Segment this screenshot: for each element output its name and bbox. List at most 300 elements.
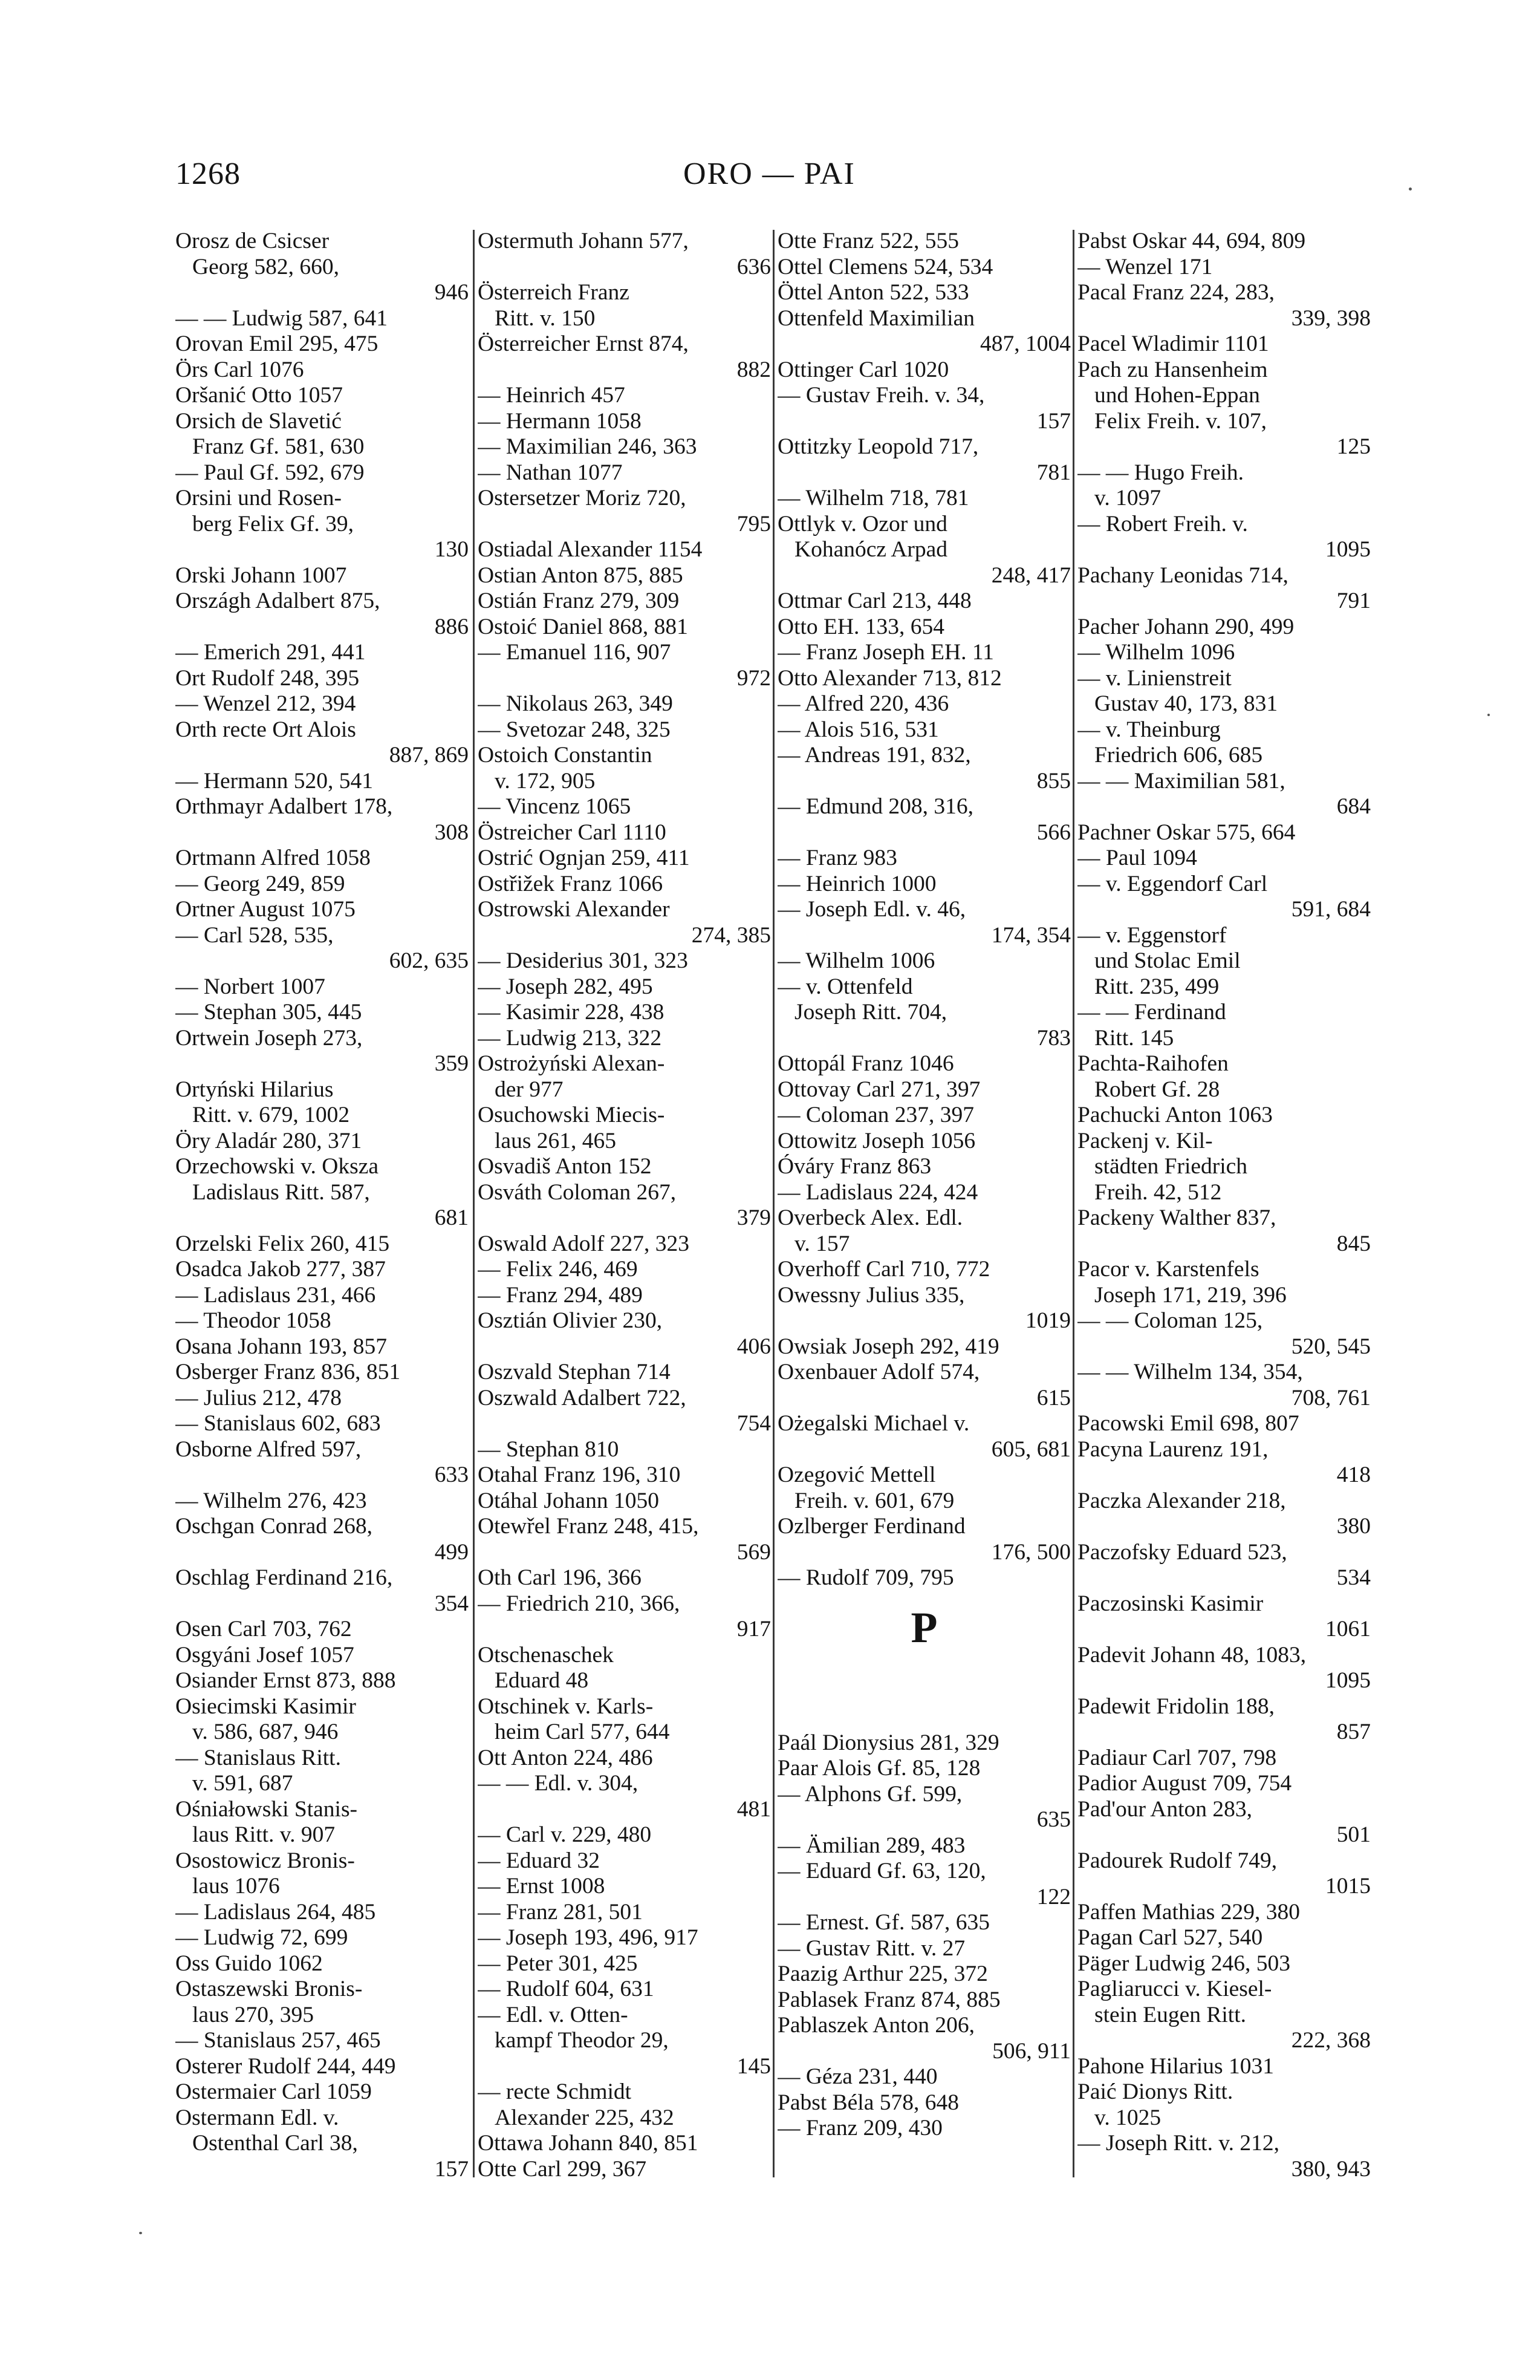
index-entry [478,691,771,717]
index-entry-line: 887, 869 [389,743,469,768]
index-entry-line: Pachner Oskar 575, 664 [1077,820,1296,845]
column-divider-3 [1073,230,1074,2177]
index-entry-line: Pachta-Raihofen [1077,1051,1229,1076]
index-entry [175,2054,469,2080]
index-entry-line: Ortner August 1075 [175,897,356,922]
index-entry-line: 633 [434,1462,469,1487]
index-entry [478,331,771,383]
index-entry-line: Ortyński Hilarius [175,1077,334,1102]
index-entry-line: Osiecimski Kasimir [175,1694,356,1719]
index-entry [478,537,771,563]
index-entry-line: 125 [1336,434,1371,459]
index-entry-line: Paczosinski Kasimir [1077,1591,1264,1616]
index-entry [175,1231,469,1257]
index-entry-line: Pablaszek Anton 206, [778,2013,975,2038]
index-entry [1077,1591,1371,1643]
index-entry-line: Pacowski Emil 698, 807 [1077,1411,1299,1436]
index-entry-line: Paić Dionys Ritt. [1077,2079,1233,2104]
index-entry-line: — Wilhelm 718, 781 [778,486,969,510]
index-entry-line: — recte Schmidt [478,2079,632,2104]
index-entry-line: 487, 1004 [980,331,1071,356]
index-entry-line: 308 [434,820,469,845]
index-entry-line: Oszwald Adalbert 722, [478,1385,686,1410]
index-entry-line: Osberger Franz 836, 851 [175,1360,401,1384]
index-entry [778,1730,1071,1756]
index-entry [478,1462,771,1488]
index-entry-line: Georg 582, 660, [192,254,340,279]
index-entry-line: 174, 354 [991,922,1071,948]
index-entry [478,974,771,1000]
index-entry [1077,1411,1371,1437]
index-entry [478,434,771,460]
index-entry [175,1643,469,1669]
index-entry-line: Pacal Franz 224, 283, [1077,280,1275,305]
index-entry-line: Osen Carl 703, 762 [175,1617,352,1642]
index-entry [778,1051,1071,1077]
index-entry-line: 684 [1336,794,1371,819]
index-entry [175,1360,469,1386]
index-entry-line: Paczka Alexander 218, [1077,1488,1286,1513]
index-entry-line: 157 [434,2156,469,2182]
index-entry [175,563,469,589]
index-entry [478,1900,771,1926]
index-entry-line: 145 [736,2053,771,2079]
index-entry-line: Oszvald Stephan 714 [478,1360,671,1384]
index-entry-line: — Kasimir 228, 438 [478,1000,664,1025]
scan-speck [1487,714,1490,716]
index-entry [778,2090,1071,2116]
index-entry [778,1936,1071,1962]
index-entry-line: Pach zu Hansenheim [1077,357,1268,382]
index-entry-line: Ottovay Carl 271, 397 [778,1077,981,1102]
index-entry [478,1283,771,1309]
index-entry [1077,1437,1371,1488]
index-entry-line: — — Ferdinand [1077,1000,1226,1025]
index-entry-line: 781 [1036,460,1071,485]
index-entry-line: 845 [1336,1231,1371,1256]
index-entry [1077,1540,1371,1591]
index-entry [778,383,1071,434]
index-entry [478,1180,771,1231]
index-entry [175,1488,469,1514]
index-entry-line: — — Ludwig 587, 641 [175,305,388,331]
index-entry [778,1360,1071,1411]
index-entry-line: 754 [736,1411,771,1436]
index-entry [1077,280,1371,331]
index-entry-line: — Gustav Freih. v. 34, [778,383,985,408]
index-entry [478,794,771,820]
index-entry-line: — Ludwig 213, 322 [478,1025,662,1051]
index-entry-line: 635 [1036,1807,1071,1832]
index-entry-line: — Wilhelm 276, 423 [175,1488,367,1513]
index-entry-line: — Coloman 237, 397 [778,1103,974,1127]
index-entry-line: Freih. v. 601, 679 [794,1488,955,1513]
index-entry [175,1900,469,1926]
index-entry-line: 520, 545 [1291,1334,1371,1359]
index-entry [478,460,771,486]
index-entry-line: 636 [736,254,771,279]
index-entry [778,666,1071,692]
index-entry-line: 501 [1336,1822,1371,1847]
index-entry-line: laus 1076 [192,1874,280,1899]
index-entry-line: — Ladislaus 264, 485 [175,1899,376,1925]
index-entry [175,1617,469,1643]
index-entry [778,1782,1071,1833]
index-entry-line: berg Felix Gf. 39, [192,511,354,536]
index-entry-line: — Friedrich 210, 366, [478,1591,680,1616]
index-entry-line: Ottenfeld Maximilian [778,305,975,331]
index-entry-line: — Vincenz 1065 [478,794,631,819]
index-entry-line: Orzelski Felix 260, 415 [175,1231,390,1256]
index-entry-line: 222, 368 [1291,2028,1371,2053]
index-entry-line: Örs Carl 1076 [175,357,304,382]
index-entry-line: laus Ritt. v. 907 [192,1822,336,1847]
index-entry [1077,1977,1371,2054]
index-entry [778,794,1071,846]
index-entry-line: — Robert Freih. v. [1077,511,1248,536]
index-entry-line: Országh Adalbert 875, [175,588,380,613]
index-entry [478,1308,771,1360]
index-entry [175,717,469,769]
index-entry [478,820,771,846]
index-entry-line: — Ladislaus 224, 424 [778,1179,978,1205]
index-entry [478,1051,771,1103]
index-entry [478,1746,771,1772]
index-entry-line: Orovan Emil 295, 475 [175,331,379,356]
index-entry [478,1643,771,1694]
index-entry [478,588,771,615]
index-entry-line: Orski Johann 1007 [175,562,347,588]
index-entry [175,923,469,974]
index-entry-line: — — Coloman 125, [1077,1308,1263,1333]
index-entry-line: Ostiadal Alexander 1154 [478,537,703,562]
index-entry-line: 1019 [1025,1308,1071,1333]
index-entry-line: — Svetozar 248, 325 [478,717,671,742]
index-entry-line: — Edl. v. Otten- [478,2002,628,2027]
index-entry-line: Alexander 225, 432 [495,2105,674,2130]
index-entry-line: Otáhal Johann 1050 [478,1488,659,1513]
index-entry-line: — Hermann 1058 [478,408,642,434]
index-entry [778,512,1071,589]
index-entry-line: — Eduard Gf. 63, 120, [778,1859,986,1883]
index-entry-line: 406 [736,1334,771,1359]
index-entry-line: Packenj v. Kil- [1077,1128,1213,1153]
index-entry-line: Otschinek v. Karls- [478,1694,654,1719]
index-entry-line: — Emanuel 116, 907 [478,640,671,665]
index-entry-line: 379 [736,1205,771,1230]
index-entry-line: 122 [1036,1884,1071,1909]
index-column-3 [778,229,1071,2142]
index-entry [778,1462,1071,1514]
index-entry-line: 708, 761 [1291,1385,1371,1410]
index-entry [478,1437,771,1463]
index-entry [778,2013,1071,2064]
index-entry [1077,1771,1371,1797]
index-entry-line: — Paul 1094 [1077,846,1197,870]
index-entry-line: Pachany Leonidas 714, [1077,562,1288,588]
index-entry-line: Öttel Anton 522, 533 [778,280,969,305]
index-entry-line: — Emerich 291, 441 [175,640,366,665]
index-entry [1077,229,1371,255]
index-entry-line: — Norbert 1007 [175,974,325,999]
index-entry [478,1848,771,1874]
index-entry [175,1026,469,1077]
index-entry-line: — Joseph 193, 496, 917 [478,1925,698,1950]
index-entry-line: v. 1097 [1094,486,1161,510]
index-entry [1077,460,1371,512]
index-entry-line: — Alois 516, 531 [778,717,939,742]
index-entry-line: Ott Anton 224, 486 [478,1745,653,1770]
index-entry-line: — Felix 246, 469 [478,1257,638,1282]
index-entry [1077,255,1371,281]
index-entry-line: 359 [434,1051,469,1076]
index-entry [175,460,469,486]
index-entry-line: 791 [1336,588,1371,613]
index-entry-line: Otte Franz 522, 555 [778,229,959,253]
index-entry-line: Óváry Franz 863 [778,1154,932,1179]
index-entry-line: Pagliarucci v. Kiesel- [1077,1977,1272,2001]
index-entry-line: kampf Theodor 29, [495,2028,669,2053]
index-entry [478,640,771,691]
index-entry [175,1129,469,1155]
index-entry-line: Orzechowski v. Oksza [175,1154,379,1179]
index-entry-line: laus 270, 395 [192,2002,314,2027]
index-entry-line: Osiander Ernst 873, 888 [175,1668,396,1693]
scan-speck [1409,187,1412,191]
index-entry [1077,563,1371,615]
index-entry-line: 1095 [1325,1668,1371,1693]
index-entry [478,563,771,589]
index-entry-line: 506, 911 [992,2038,1071,2064]
index-entry-line: Ortwein Joseph 273, [175,1025,363,1051]
index-entry-line: Pahone Hilarius 1031 [1077,2053,1274,2079]
index-entry-line: — Franz 281, 501 [478,1899,643,1925]
index-entry [478,1771,771,1822]
index-entry [1077,1257,1371,1308]
index-entry [1077,923,1371,1000]
index-entry-line: 339, 398 [1291,305,1371,331]
index-entry [478,1565,771,1591]
index-entry-line: 681 [434,1205,469,1230]
index-entry-line: v. 1025 [1094,2105,1161,2130]
index-entry [778,1334,1071,1360]
index-entry [778,948,1071,974]
index-entry-line: Oxenbauer Adolf 574, [778,1360,980,1384]
index-entry [175,691,469,717]
index-entry [175,1746,469,1797]
index-entry-line: Osuchowski Miecis- [478,1103,665,1127]
index-entry-line: Osztián Olivier 230, [478,1308,663,1333]
index-entry-line: — — Edl. v. 304, [478,1771,638,1796]
index-entry-line: — Nikolaus 263, 349 [478,691,673,716]
index-entry [175,306,469,332]
index-entry [175,1437,469,1488]
index-entry-line: Österreich Franz [478,280,629,305]
index-entry [1077,820,1371,846]
index-entry [175,1668,469,1694]
index-entry [175,1694,469,1746]
index-entry-line: — Gustav Ritt. v. 27 [778,1935,966,1961]
index-entry [175,409,469,460]
index-entry-line: Freih. 42, 512 [1094,1179,1222,1205]
index-entry-line: 499 [434,1539,469,1565]
index-entry-line: 946 [434,280,469,305]
index-entry-line: Overhoff Carl 710, 772 [778,1257,990,1282]
index-entry [478,717,771,743]
index-entry-line: heim Carl 577, 644 [495,1720,670,1744]
index-entry-line: — v. Ottenfeld [778,974,913,999]
index-entry-line: Paál Dionysius 281, 329 [778,1730,999,1755]
index-entry-line: Pabst Béla 578, 648 [778,2090,959,2115]
index-entry [175,1565,469,1617]
index-entry-line: Ostermuth Johann 577, [478,229,689,253]
index-entry [478,1488,771,1514]
index-entry-line: Gustav 40, 173, 831 [1094,691,1278,716]
index-entry [175,1514,469,1565]
index-entry-line: Joseph 171, 219, 396 [1094,1282,1287,1308]
index-entry-line: Ożegalski Michael v. [778,1411,970,1436]
index-entry-line: v. 591, 687 [192,1771,293,1796]
index-entry-line: Owessny Julius 335, [778,1282,965,1308]
index-entry [1077,331,1371,357]
index-entry-line: Ostřižek Franz 1066 [478,871,663,896]
index-entry [478,2079,771,2131]
index-entry [1077,1900,1371,1926]
index-entry-line: Orthmayr Adalbert 178, [175,794,393,819]
index-entry [175,383,469,409]
index-entry [175,897,469,923]
column-divider-2 [773,230,775,2177]
index-entry [1077,1308,1371,1360]
index-entry-line: Paazig Arthur 225, 372 [778,1961,988,1986]
index-entry [478,409,771,435]
index-entry [478,948,771,974]
index-entry-line: 274, 385 [691,922,771,948]
index-entry-line: — Wenzel 171 [1077,254,1213,279]
index-entry-line: — Ämilian 289, 483 [778,1833,966,1858]
index-entry-line: Overbeck Alex. Edl. [778,1205,963,1230]
index-entry-line: Robert Gf. 28 [1094,1077,1220,1102]
index-entry-line: Ostián Franz 279, 309 [478,588,680,613]
index-entry-line: — Paul Gf. 592, 679 [175,460,365,485]
index-entry-line: — Wenzel 212, 394 [175,691,356,716]
page-number: 1268 [175,157,241,191]
index-entry-line: — — Wilhelm 134, 354, [1077,1360,1303,1384]
index-entry-line: 481 [736,1796,771,1822]
index-entry-line: Padourek Rudolf 749, [1077,1848,1278,1873]
index-entry-line: Ostermaier Carl 1059 [175,2079,372,2104]
index-entry [1077,1797,1371,1848]
index-entry [175,1951,469,1977]
index-entry-line: Oth Carl 196, 366 [478,1565,642,1590]
index-entry-line: Pacher Johann 290, 499 [1077,614,1295,639]
index-entry-line: 795 [736,511,771,536]
index-entry-line: Ostrożyński Alexan- [478,1051,665,1076]
index-entry [778,1411,1071,1462]
index-entry-line: 248, 417 [991,562,1071,588]
index-entry-line: Ostoich Constantin [478,743,652,768]
index-entry-line: 534 [1336,1565,1371,1590]
index-entry-line: Owsiak Joseph 292, 419 [778,1334,999,1359]
index-entry [778,1961,1071,1987]
index-entry-line: — Ludwig 72, 699 [175,1925,348,1950]
index-entry [1077,2131,1371,2182]
index-entry-line: 602, 635 [389,948,469,973]
index-entry-line: Ostrić Ognjan 259, 411 [478,846,690,870]
index-entry-line: — Franz Joseph EH. 11 [778,640,994,665]
index-entry-line: Orsich de Slavetić [175,408,342,434]
index-entry-line: Packeny Walther 837, [1077,1205,1276,1230]
index-entry-line: 130 [434,537,469,562]
index-entry-line: der 977 [495,1077,564,1102]
index-entry [175,588,469,640]
index-entry-line: stein Eugen Ritt. [1094,2002,1247,2027]
index-entry [778,1565,1071,1591]
index-entry-line: Ostian Anton 875, 885 [478,562,683,588]
index-entry-line: Ort Rudolf 248, 395 [175,665,360,691]
index-entry [778,1257,1071,1283]
index-entry [175,486,469,563]
index-entry-line: — Wilhelm 1006 [778,948,935,973]
index-entry-line: — Ernst 1008 [478,1874,605,1899]
index-entry [1077,1951,1371,1977]
index-entry [778,229,1071,255]
index-entry [175,1411,469,1437]
index-entry [175,1977,469,2028]
index-entry-line: Osborne Alfred 597, [175,1436,362,1462]
index-entry-line: — Heinrich 1000 [778,871,937,896]
index-entry-line: Paffen Mathias 229, 380 [1077,1899,1301,1925]
index-entry [478,1103,771,1154]
index-entry [1077,1925,1371,1951]
index-entry [175,1257,469,1283]
index-entry-line: Felix Freih. v. 107, [1094,408,1267,434]
index-column-4 [1077,229,1371,2182]
index-entry-line: Östreicher Carl 1110 [478,820,666,845]
index-entry [778,1180,1071,1206]
index-entry [1077,872,1371,923]
index-entry-line: 354 [434,1591,469,1616]
index-entry-line: — Franz 294, 489 [478,1282,643,1308]
index-entry-line: — Georg 249, 859 [175,871,345,896]
index-entry [478,846,771,872]
index-entry-line: — Joseph Ritt. v. 212, [1077,2131,1280,2156]
index-entry-line: Pacor v. Karstenfels [1077,1257,1259,1282]
index-entry-line: Ozegović Mettell [778,1462,936,1487]
index-entry [478,1386,771,1437]
index-entry-line: Otewřel Franz 248, 415, [478,1514,699,1539]
index-entry [778,615,1071,641]
index-entry-line: Oschgan Conrad 268, [175,1514,372,1539]
index-entry [175,1848,469,1900]
index-entry [478,1977,771,2003]
index-entry-line: 176, 500 [991,1539,1071,1565]
index-entry [175,2105,469,2183]
index-entry [175,1334,469,1360]
index-entry-line: 1015 [1325,1874,1371,1899]
index-entry [778,1514,1071,1565]
index-entry-line: — Carl v. 229, 480 [478,1822,652,1847]
index-entry-line: — Desiderius 301, 323 [478,948,688,973]
index-entry-line: 783 [1036,1025,1071,1051]
index-entry-line: — Heinrich 457 [478,383,625,408]
index-entry [478,1231,771,1257]
index-entry-line: Ritt. 235, 499 [1094,974,1220,999]
index-entry-line: — Edmund 208, 316, [778,794,973,819]
index-entry-line: — Stephan 305, 445 [175,1000,362,1025]
index-entry [1077,1103,1371,1129]
index-entry-line: Ostaszewski Bronis- [175,1977,363,2001]
